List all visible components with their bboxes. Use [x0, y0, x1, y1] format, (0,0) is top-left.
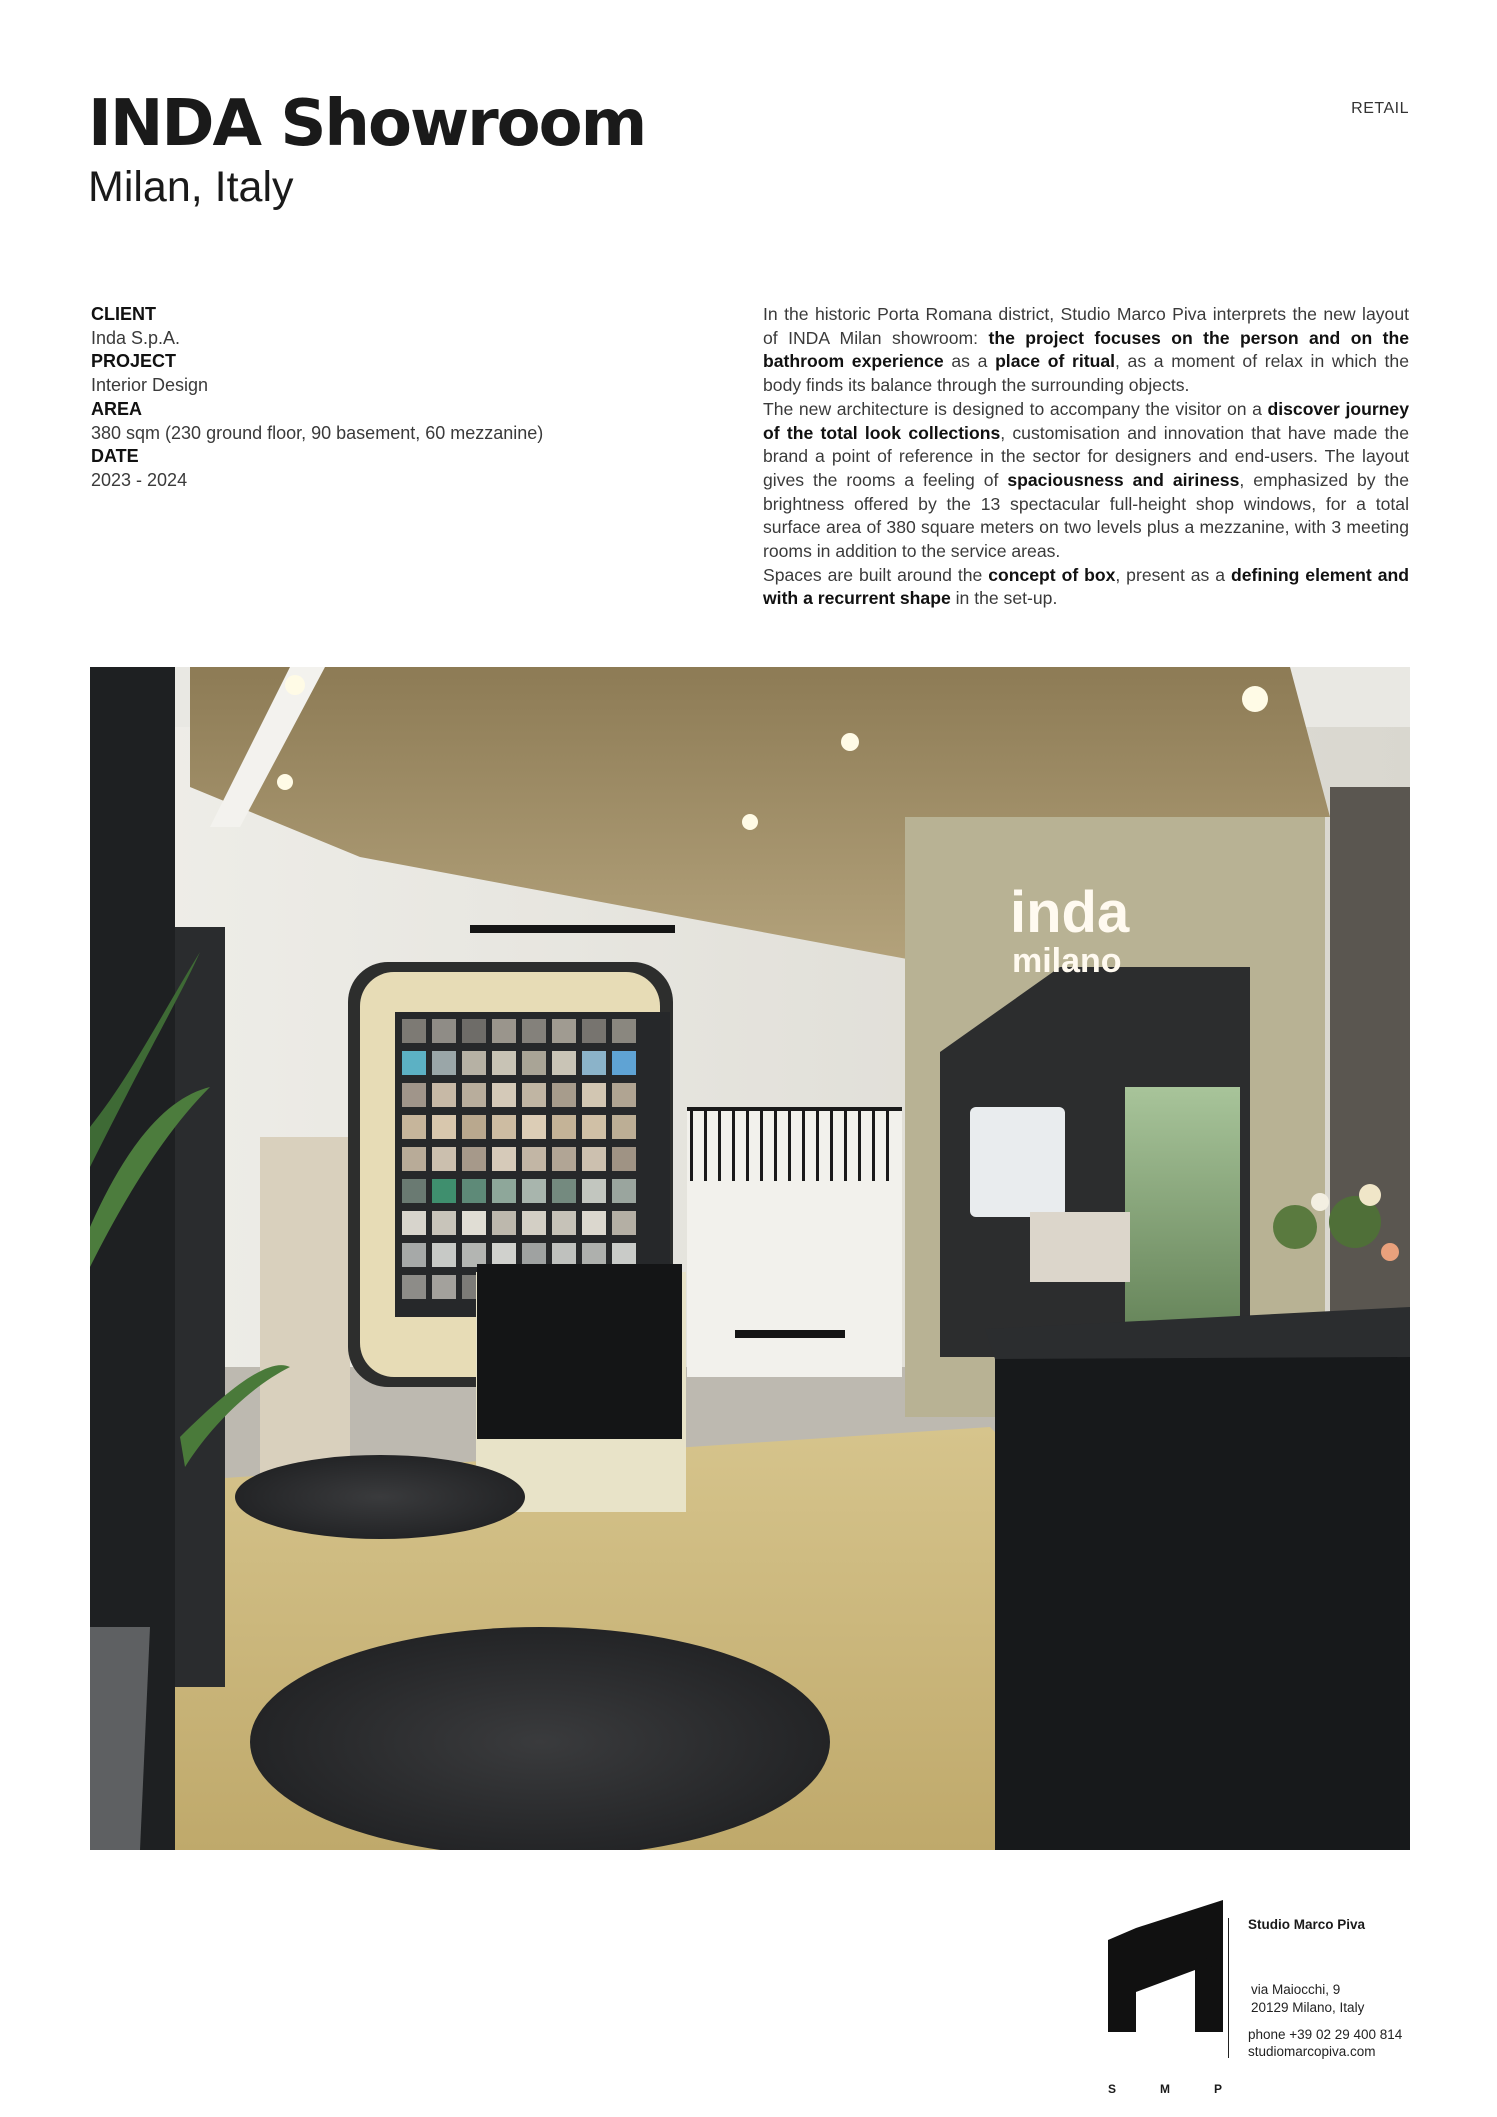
- description-paragraph: [763, 564, 1409, 611]
- studio-address: [1251, 1981, 1364, 2017]
- body-text: The new architecture is designed to accompany the visitor on a: [763, 398, 1268, 419]
- emphasis-text: spaciousness and airiness: [1007, 469, 1240, 490]
- reception-counter: [995, 1317, 1410, 1850]
- logo-letter: S: [1108, 2082, 1118, 2096]
- track-light-rail: [470, 925, 675, 933]
- area-value: 380 sqm (230 ground floor, 90 basement, 60 mezzanine): [91, 422, 544, 443]
- inda-sign: inda: [1010, 880, 1130, 945]
- phone-number: phone +39 02 29 400 814: [1248, 2027, 1403, 2042]
- body-text: In the historic Porta Romana district, Studio Marco Piva interprets the new layout of INDA Milan showroom:: [763, 304, 1409, 348]
- category-label: RETAIL: [1351, 100, 1409, 117]
- logo-letters: [1108, 2082, 1223, 2096]
- body-text: , emphasized by the brightness offered by the 13 spectacular full-height shop windows, for a total surface area of 380 square meters on two levels plus a mezzanine, with 3 meeting rooms in addition to the service areas.: [763, 469, 1409, 562]
- page-subtitle: Milan, Italy: [88, 163, 294, 211]
- description-paragraph: [763, 303, 1409, 398]
- body-text: , as a moment of relax in which the body finds its balance through the surrounding objects.: [763, 351, 1410, 396]
- body-text: , present as a: [1115, 564, 1231, 585]
- left-column-side: [175, 927, 225, 1687]
- window-greenery: [1125, 1087, 1240, 1357]
- studio-contact: [1248, 2026, 1402, 2060]
- smp-logo-icon: [1108, 1900, 1223, 2032]
- emphasis-text: the project focuses on the person and on the bathroom experience: [763, 327, 1409, 372]
- date-label: DATE: [91, 446, 139, 467]
- studio-name: Studio Marco Piva: [1248, 1917, 1366, 1932]
- emphasis-text: concept of box: [988, 564, 1116, 585]
- downlight: [277, 774, 293, 790]
- round-rug: [235, 1455, 525, 1539]
- emphasis-text: defining element and with a recurrent shape: [763, 564, 1409, 609]
- downlight: [742, 814, 758, 830]
- area-label: AREA: [91, 398, 143, 419]
- body-text: as a: [943, 351, 996, 372]
- front-desk: [477, 1264, 682, 1439]
- project-value: Interior Design: [91, 375, 209, 396]
- showroom-illustration: [90, 667, 1410, 1850]
- showroom-photo: [90, 667, 1410, 1850]
- round-rug: [250, 1627, 830, 1850]
- footer-divider: [1228, 1918, 1229, 2058]
- body-text: , customisation and innovation that have made the brand a point of reference in the sector for designers and end-users. The layout gives the rooms a feeling of: [763, 422, 1409, 490]
- website-link[interactable]: studiomarcopiva.com: [1248, 2044, 1376, 2059]
- body-text: Spaces are built around the: [763, 564, 989, 585]
- address-line: via Maiocchi, 9: [1251, 1982, 1341, 1997]
- body-text: in the set-up.: [950, 588, 1058, 609]
- emphasis-text: discover journey of the total look collections: [763, 398, 1409, 443]
- illuminated-mirror: [970, 1107, 1065, 1217]
- emphasis-text: place of ritual: [995, 351, 1115, 372]
- page-title: INDA Showroom: [88, 87, 646, 161]
- address-line: 20129 Milano, Italy: [1251, 2000, 1365, 2015]
- description-paragraph: [763, 398, 1409, 564]
- project-label: PROJECT: [91, 351, 177, 372]
- date-value: 2023 - 2024: [91, 469, 188, 490]
- milano-sign: milano: [1012, 942, 1122, 980]
- downlight: [285, 675, 305, 695]
- logo-letter: M: [1160, 2082, 1171, 2096]
- client-label: CLIENT: [91, 304, 156, 324]
- project-description: [763, 303, 1409, 611]
- client-value: Inda S.p.A.: [91, 327, 181, 348]
- logo-letter: P: [1213, 2082, 1223, 2096]
- vanity-unit: [1030, 1212, 1130, 1282]
- downlight: [841, 733, 859, 751]
- downlight: [1242, 686, 1268, 712]
- project-facts: [91, 303, 651, 493]
- bench: [735, 1330, 845, 1338]
